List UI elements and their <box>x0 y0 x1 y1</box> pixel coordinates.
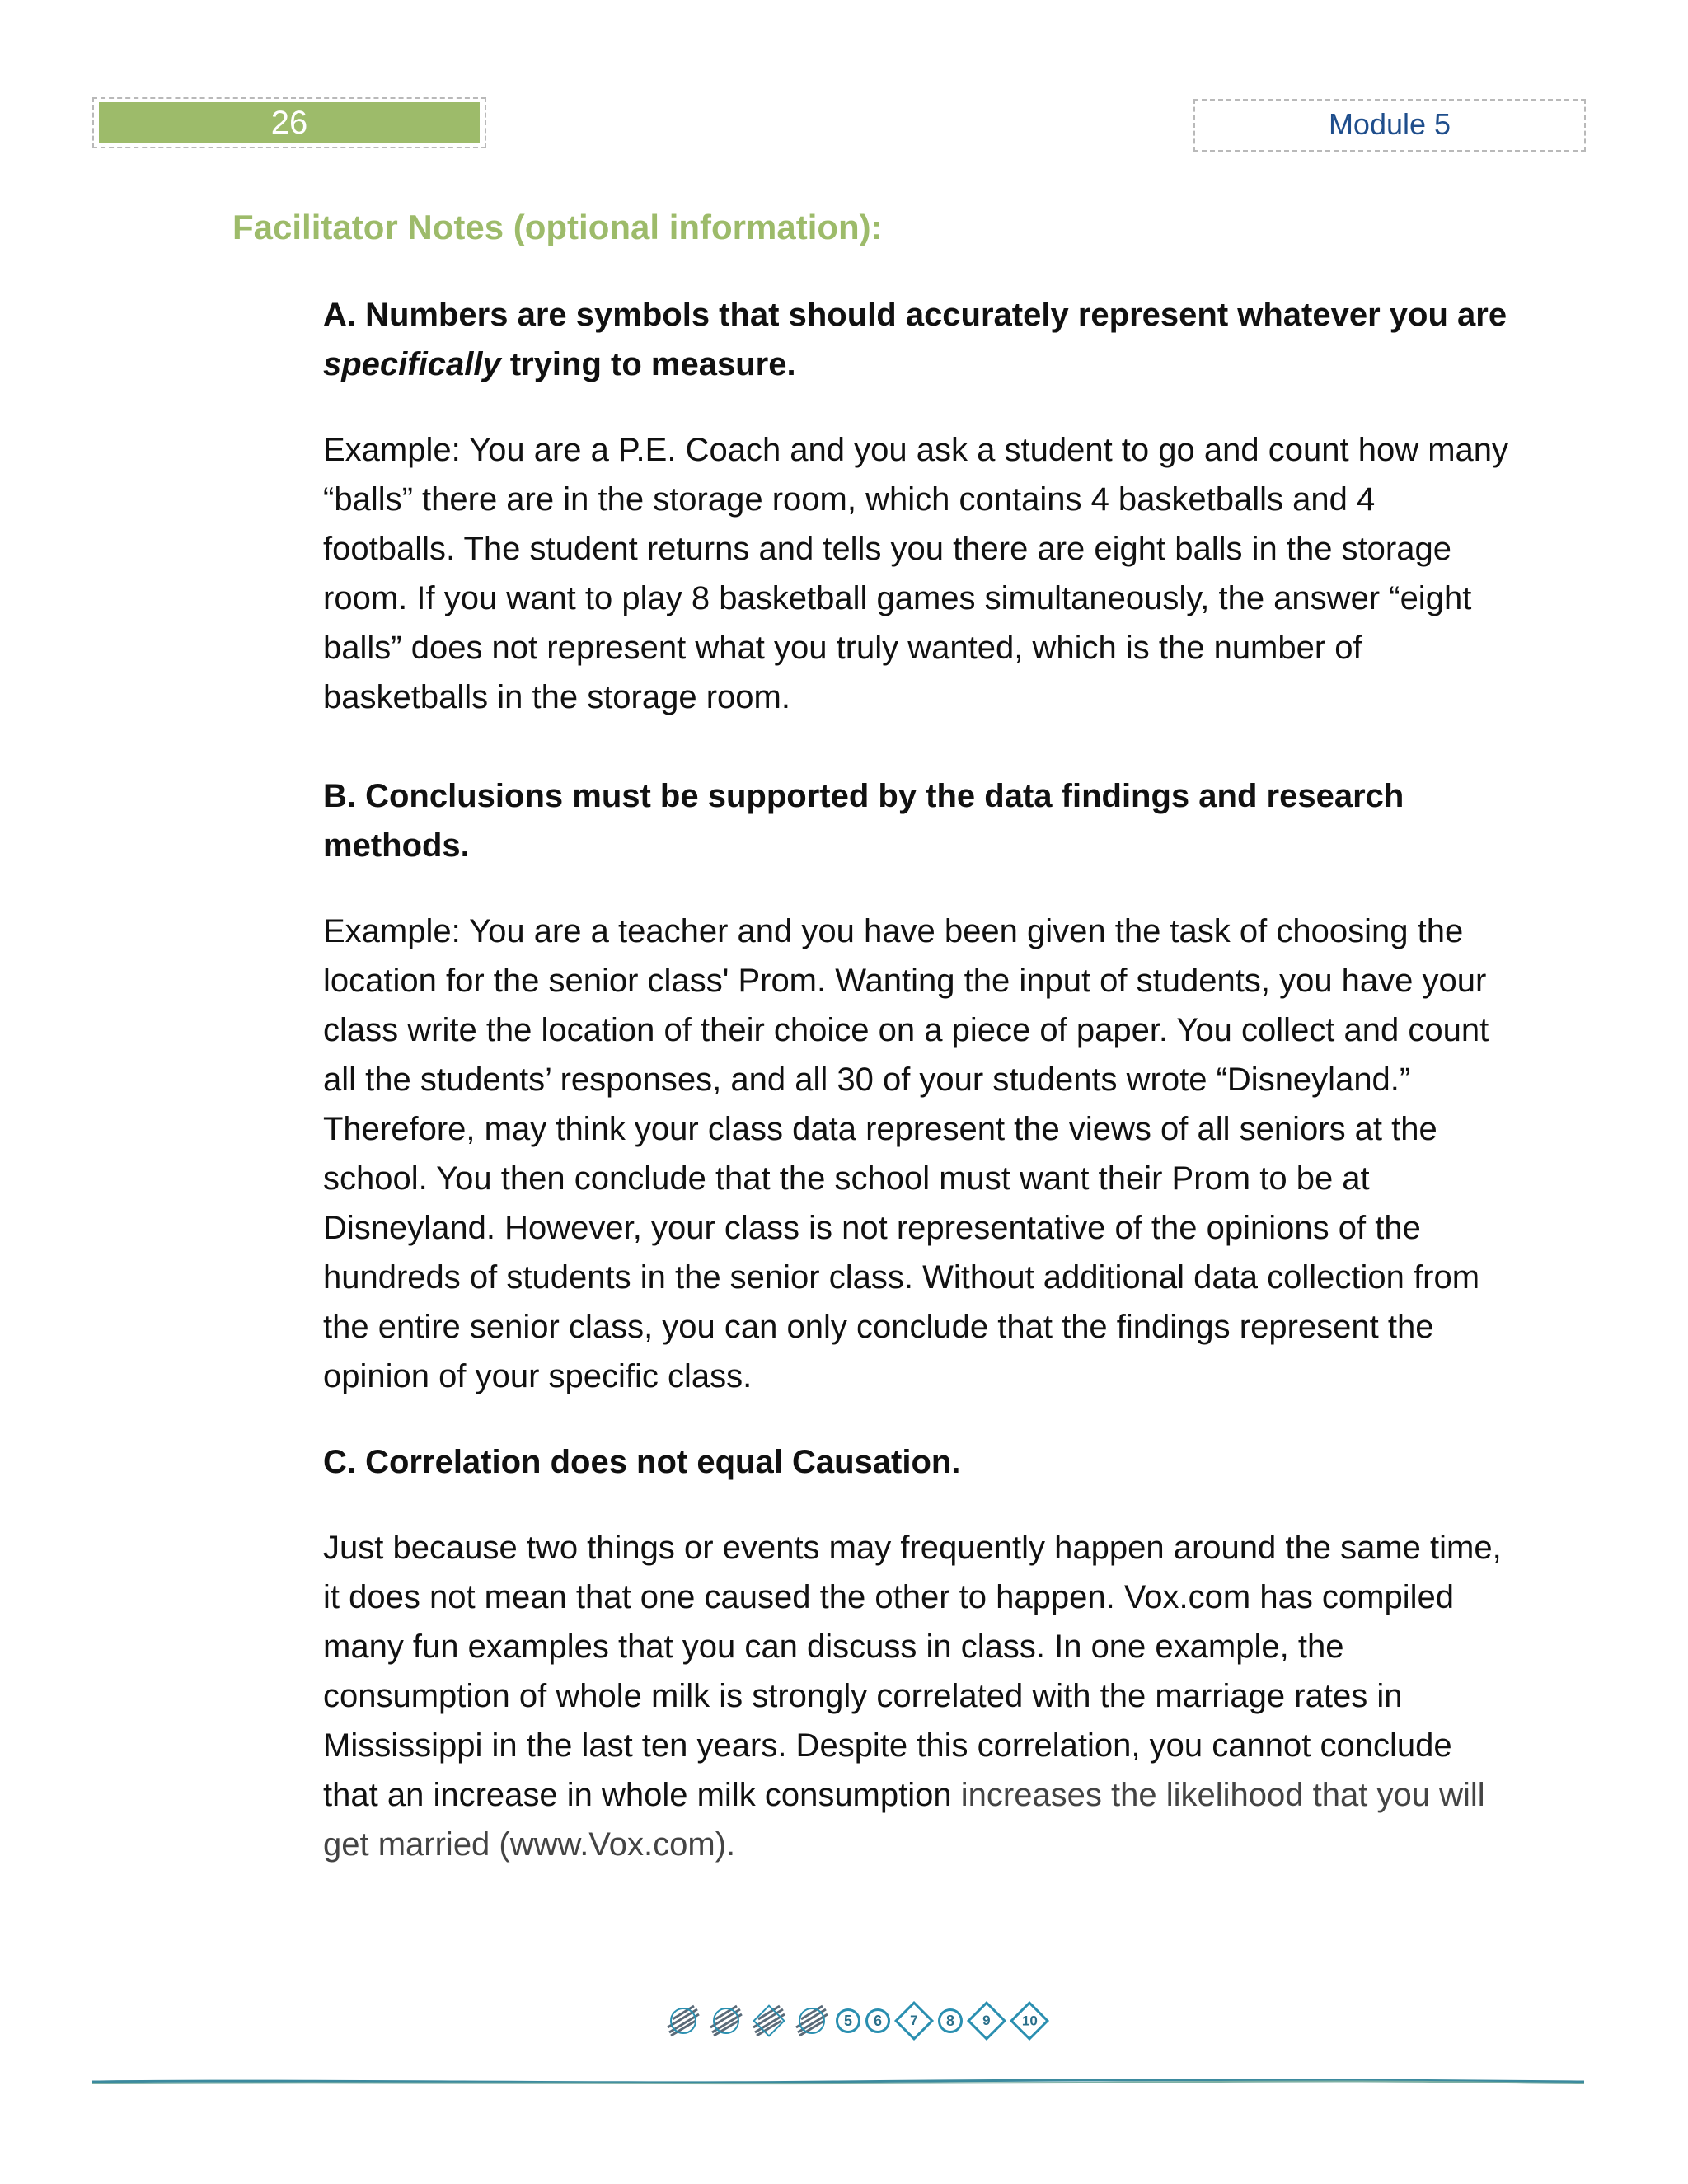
section-b-body: Example: You are a teacher and you have been given the task of choosing the location for the senior class' Prom. Wanting the input of students, you have your class write the location of their choice on a piece of paper. You collect and count all the students’ responses, and all 30 of your students wrote “Disneyland.” Therefore, may think your class data represent the views of all seniors at the school. You then conclude that the school must want their Prom to be at Disneyland. However, your class is not representative of the opinions of the hundreds of students in the senior class. Without additional data collection from the entire senior class, you can only conclude that the findings represent the opinion of your specific class. <box>323 913 1489 1394</box>
notes-content <box>323 290 1510 1869</box>
module-6-marker: 6 <box>865 2008 890 2033</box>
section-a-body: Example: You are a P.E. Coach and you ask a student to go and count how many “balls” there are in the storage room, which contains 4 basketballs and 4 footballs. The student returns and tells you there are eight balls in the storage room. If you want to play 8 basketball games simultaneously, the answer “eight balls” does not represent what you truly wanted, which is the number of basketballs in the storage room. <box>323 432 1509 715</box>
module-progress-nav <box>664 1998 1048 2044</box>
module-7-marker: 7 <box>894 2001 934 2041</box>
module-3-completed-icon <box>750 2003 788 2039</box>
module-label: Module 5 <box>1193 99 1586 152</box>
module-1-completed-icon <box>664 2003 702 2039</box>
page-number-box <box>92 97 486 148</box>
module-4-completed-icon <box>793 2003 831 2039</box>
module-5-marker: 5 <box>836 2008 860 2033</box>
module-9-marker: 9 <box>967 2001 1006 2041</box>
page-title: Facilitator Notes (optional information): <box>232 208 883 246</box>
section-c-heading: C. Correlation does not equal Causation. <box>323 1444 961 1480</box>
footer-divider <box>92 2077 1584 2087</box>
section-c-body: Just because two things or events may frequently happen around the same time, it does not mean that one caused the other to happen. Vox.com has compiled many fun examples that you can discuss in class. In one example, the consumption of whole milk is strongly correlated with the marriage rates in Mississippi in the last ten years. Despite this correlation, you cannot conclude that an increase in whole milk consumption increases the likelihood that you will get married (www.Vox.com). <box>323 1530 1502 1863</box>
module-8-marker: 8 <box>938 2008 963 2033</box>
page-number: 26 <box>99 102 480 143</box>
section-b-heading: B. Conclusions must be supported by the data findings and research methods. <box>323 778 1404 864</box>
emphasis-text: specifically <box>323 346 501 382</box>
module-2-completed-icon <box>707 2003 745 2039</box>
module-10-marker: 10 <box>1010 2001 1049 2041</box>
section-a-heading: A. Numbers are symbols that should accurately represent whatever you are specifically trying to measure. <box>323 297 1507 382</box>
